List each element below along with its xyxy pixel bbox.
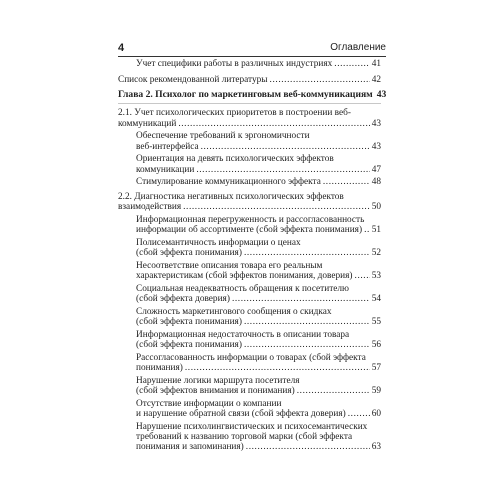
leader-dots — [201, 142, 370, 152]
toc-subsection-entry — [136, 284, 381, 305]
toc-page-number: 53 — [371, 271, 381, 282]
toc-entry-text: Социальная неадекватность обращения к посетителю — [136, 283, 349, 294]
toc-entry-text: Рассогласованность информации о товарах (сбой эффекта — [136, 352, 366, 363]
toc-entry-text: Ориентация на девять психологических эффектов — [136, 154, 334, 165]
leader-dots — [364, 225, 370, 235]
toc-entry-text: требований к названию торговой марки (сбой эффекта — [136, 432, 353, 443]
toc-subsection-entry — [136, 154, 381, 175]
leader-dots — [270, 75, 370, 85]
toc-entry-text: Отсутствие информации о компании — [136, 398, 282, 409]
leader-dots — [244, 248, 370, 258]
toc-entry-text: Несоответствие описания товара его реальным — [136, 260, 323, 271]
running-title: Оглавление — [330, 42, 386, 53]
toc-subsection-entry — [136, 261, 381, 282]
toc-subsection-entry — [136, 215, 381, 236]
toc-entry-text: (сбой эффектов внимания и понимания) — [136, 386, 295, 397]
toc-page-number: 50 — [371, 202, 381, 213]
toc-entry-text: и нарушение обратной связи (сбой эффекта доверия) — [136, 409, 346, 420]
toc-entry-text: Информационная перегруженность и рассогласованность — [136, 214, 365, 225]
toc-entry-text: Полисемантичность информации о ценах — [136, 237, 301, 248]
toc-subsection-entry — [136, 307, 381, 328]
toc-page-number: 47 — [371, 164, 381, 175]
toc-page-number: 43 — [376, 88, 387, 100]
toc-section-entry — [118, 75, 381, 85]
page-number: 4 — [118, 42, 125, 54]
table-of-contents — [118, 59, 387, 455]
leader-dots — [355, 271, 370, 281]
leader-dots — [183, 202, 370, 212]
leader-dots — [196, 165, 369, 175]
toc-page-number: 54 — [371, 294, 381, 305]
toc-page-number: 43 — [371, 118, 381, 129]
leader-dots — [334, 59, 369, 69]
toc-entry-text: (сбой эффекта понимания) — [136, 248, 242, 259]
toc-entry-text: Нарушение логики маршрута посетителя — [136, 375, 300, 386]
leader-dots — [297, 386, 370, 396]
leader-dots — [246, 442, 370, 452]
toc-section-entry — [118, 192, 381, 213]
toc-subsection-entry — [136, 177, 381, 187]
toc-page-number: 56 — [371, 340, 381, 351]
toc-entry-text: Стимулирование коммуникационного эффекта — [136, 177, 321, 188]
toc-entry-text: информации об ассортименте (сбой эффекта понимания) — [136, 225, 363, 236]
toc-entry-text: взаимодействия — [118, 202, 182, 213]
toc-page-number: 57 — [371, 363, 381, 374]
toc-subsection-entry — [136, 330, 381, 351]
toc-subsection-entry — [136, 399, 381, 420]
toc-page-number: 48 — [371, 177, 381, 188]
toc-subsection-entry — [136, 353, 381, 374]
toc-page-number: 60 — [371, 409, 381, 420]
toc-entry-text: понимания и запоминания) — [136, 442, 244, 453]
leader-dots — [323, 177, 370, 187]
toc-page-number: 63 — [371, 442, 381, 453]
toc-entry-text: 2.2. Диагностика негативных психологических эффектов — [118, 191, 344, 202]
toc-page-number: 43 — [371, 141, 381, 152]
chapter-divider — [118, 103, 381, 104]
toc-entry-text: Нарушение психолингвистических и психосемантических — [136, 421, 368, 432]
toc-entry-text: 2.1. Учет психологических приоритетов в построении веб- — [118, 108, 351, 119]
toc-entry-text: (сбой эффекта понимания) — [136, 317, 242, 328]
leader-dots — [178, 119, 369, 129]
toc-subsection-entry — [136, 131, 381, 152]
toc-page-number: 41 — [371, 59, 381, 69]
toc-subsection-entry — [136, 238, 381, 259]
toc-chapter-entry — [118, 88, 387, 100]
toc-entry-text: характеристикам (сбой эффектов понимания, доверия) — [136, 271, 353, 282]
leader-dots — [232, 294, 370, 304]
header-rule — [118, 56, 386, 57]
toc-entry-text: (сбой эффекта доверия) — [136, 294, 230, 305]
toc-subsection-entry — [136, 376, 381, 397]
toc-page-number: 51 — [371, 225, 381, 236]
toc-page-number: 42 — [371, 75, 381, 86]
toc-entry-text: понимания) — [136, 363, 183, 374]
toc-entry-text: Список рекомендованной литературы — [118, 75, 268, 86]
leader-dots — [348, 409, 370, 419]
toc-page-number: 52 — [371, 248, 381, 259]
toc-subsection-entry — [136, 59, 381, 69]
leader-dots — [244, 340, 370, 350]
toc-entry-text: коммуникаций — [118, 118, 177, 129]
leader-dots — [244, 317, 370, 327]
toc-entry-text: Сложность маркетингового сообщения о скидках — [136, 306, 332, 317]
toc-entry-text: коммуникации — [136, 164, 195, 175]
toc-entry-text: (сбой эффекта понимания) — [136, 340, 242, 351]
toc-entry-text: веб-интерфейса — [136, 141, 199, 152]
toc-section-entry — [118, 108, 381, 129]
toc-entry-text: Обеспечение требований к эргономичности — [136, 131, 310, 142]
page-header — [118, 42, 386, 56]
toc-page-number: 55 — [371, 317, 381, 328]
toc-entry-text: Информационная недостаточность в описании товара — [136, 329, 350, 340]
toc-page-number: 59 — [371, 386, 381, 397]
toc-entry-text: Учет специфики работы в различных индустриях — [136, 59, 333, 69]
toc-subsection-entry — [136, 422, 381, 453]
leader-dots — [185, 363, 370, 373]
toc-entry-text: Глава 2. Психолог по маркетинговым веб-коммуникациям — [118, 88, 373, 100]
